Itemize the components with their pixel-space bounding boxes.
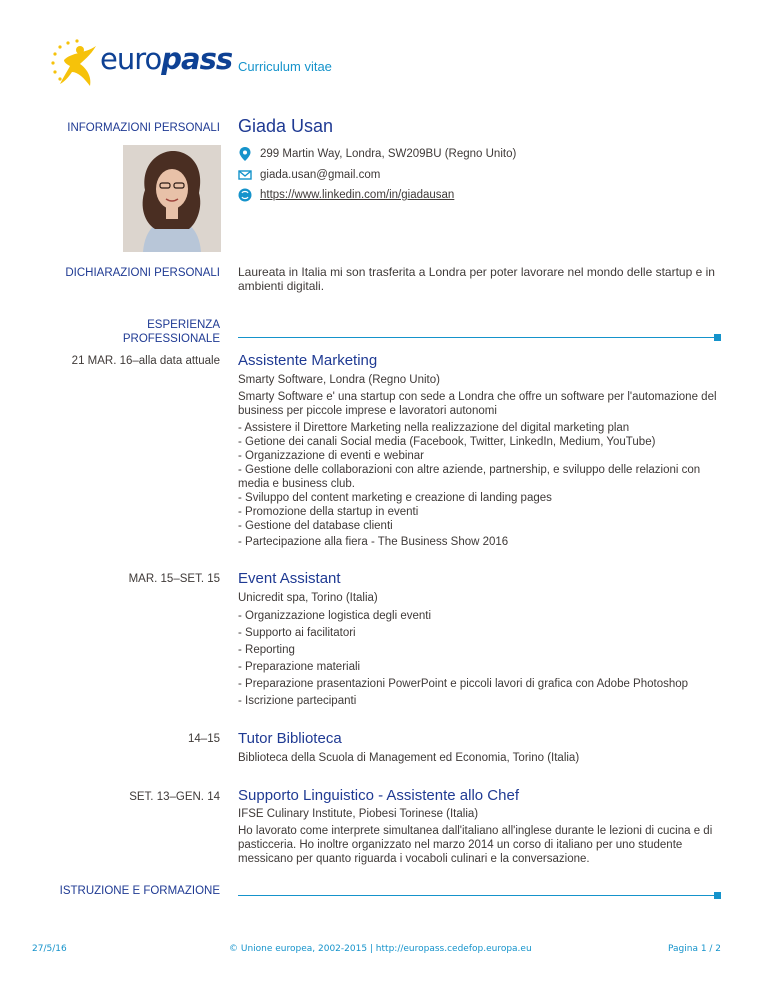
job-employer: Smarty Software, Londra (Regno Unito)	[238, 374, 440, 386]
statement-text: Laureata in Italia mi son trasferita a Londra per poter lavorare nel mondo delle startup e in ambienti digitali.	[238, 265, 715, 293]
job-employer: Biblioteca della Scuola di Management ed Economia, Torino (Italia)	[238, 752, 580, 764]
duty-item: - Sviluppo del content marketing e creazione di landing pages	[238, 492, 552, 504]
duty-item: - Getione dei canali Social media (Facebook, Twitter, LinkedIn, Medium, YouTube)	[238, 436, 656, 448]
job-title: Assistente Marketing	[238, 352, 378, 369]
linkedin-link[interactable]: https://www.linkedin.com/in/giadausan	[260, 189, 455, 201]
duty-item: - Supporto ai facilitatori	[238, 627, 356, 639]
address-row	[238, 147, 516, 161]
duty-item: - Gestione delle collaborazioni con altre aziende, partnership, e sviluppo delle relazioni con media e business club.	[238, 464, 701, 490]
section-label-personal: INFORMAZIONI PERSONALI	[67, 122, 220, 134]
section-divider	[238, 895, 714, 896]
job-employer: Unicredit spa, Torino (Italia)	[238, 592, 378, 604]
job-date: 21 MAR. 16–alla data attuale	[71, 355, 220, 367]
profile-photo	[123, 145, 221, 252]
duty-item: - Organizzazione di eventi e webinar	[238, 450, 425, 462]
duty-item: - Organizzazione logistica degli eventi	[238, 610, 432, 622]
footer-date: 27/5/16	[32, 944, 67, 954]
section-divider-square	[714, 892, 721, 899]
duty-item: - Reporting	[238, 644, 295, 656]
duty-item: - Promozione della startup in eventi	[238, 506, 419, 518]
duty-item: - Preparazione materiali	[238, 661, 361, 673]
address-text: 299 Martin Way, Londra, SW209BU (Regno Unito)	[260, 148, 517, 160]
job-date: SET. 13–GEN. 14	[129, 791, 220, 803]
job-duties	[238, 421, 718, 533]
duty-item: - Iscrizione partecipanti	[238, 695, 357, 707]
duty-item: - Assistere il Direttore Marketing nella realizzazione del digital marketing plan	[238, 422, 630, 434]
email-row	[238, 168, 380, 182]
duty-item: - Gestione del database clienti	[238, 520, 393, 532]
duty-item: - Preparazione prasentazioni PowerPoint e piccoli lavori di grafica con Adobe Photoshop	[238, 678, 689, 690]
section-label-statement: DICHIARAZIONI PERSONALI	[65, 267, 220, 279]
europass-logo	[50, 38, 233, 93]
job-description: Smarty Software e' una startup con sede a Londra che offre un software per l'automazione del business per piccole imprese e lavoratori autonomi	[238, 391, 717, 417]
linkedin-row	[238, 188, 454, 202]
job-employer: IFSE Culinary Institute, Piobesi Torinese (Italia)	[238, 808, 479, 820]
europass-wordmark: europass	[100, 42, 233, 76]
footer-page-number: Pagina 1 / 2	[668, 944, 722, 954]
globe-link-icon	[238, 188, 252, 202]
job-date: MAR. 15–SET. 15	[128, 573, 220, 585]
footer-copyright: © Unione europea, 2002-2015 | http://europass.cedefop.europa.eu	[229, 944, 532, 954]
envelope-icon	[238, 168, 252, 182]
job-duties	[238, 608, 718, 710]
location-pin-icon	[238, 147, 252, 161]
section-divider	[238, 337, 714, 338]
job-description: Ho lavorato come interprete simultanea dall'italiano all'inglese durante le lezioni di cucina e di pasticceria. Ho inoltre organizzato nel marzo 2014 un corso di italiano per uno studente messicano per quanto riguarda i vocaboli culinari e la conversazione.	[238, 825, 713, 865]
section-divider-square	[714, 334, 721, 341]
candidate-name: Giada Usan	[238, 116, 334, 136]
job-title: Event Assistant	[238, 570, 341, 587]
email-text[interactable]: giada.usan@gmail.com	[260, 169, 381, 181]
job-title: Supporto Linguistico - Assistente allo Chef	[238, 787, 519, 804]
cv-label: Curriculum vitae	[238, 59, 332, 74]
section-label-experience: ESPERIENZA PROFESSIONALE	[122, 319, 220, 345]
section-label-education: ISTRUZIONE E FORMAZIONE	[59, 885, 220, 897]
job-date: 14–15	[188, 733, 220, 745]
job-extra: - Partecipazione alla fiera - The Business Show 2016	[238, 536, 509, 548]
job-title: Tutor Biblioteca	[238, 730, 342, 747]
